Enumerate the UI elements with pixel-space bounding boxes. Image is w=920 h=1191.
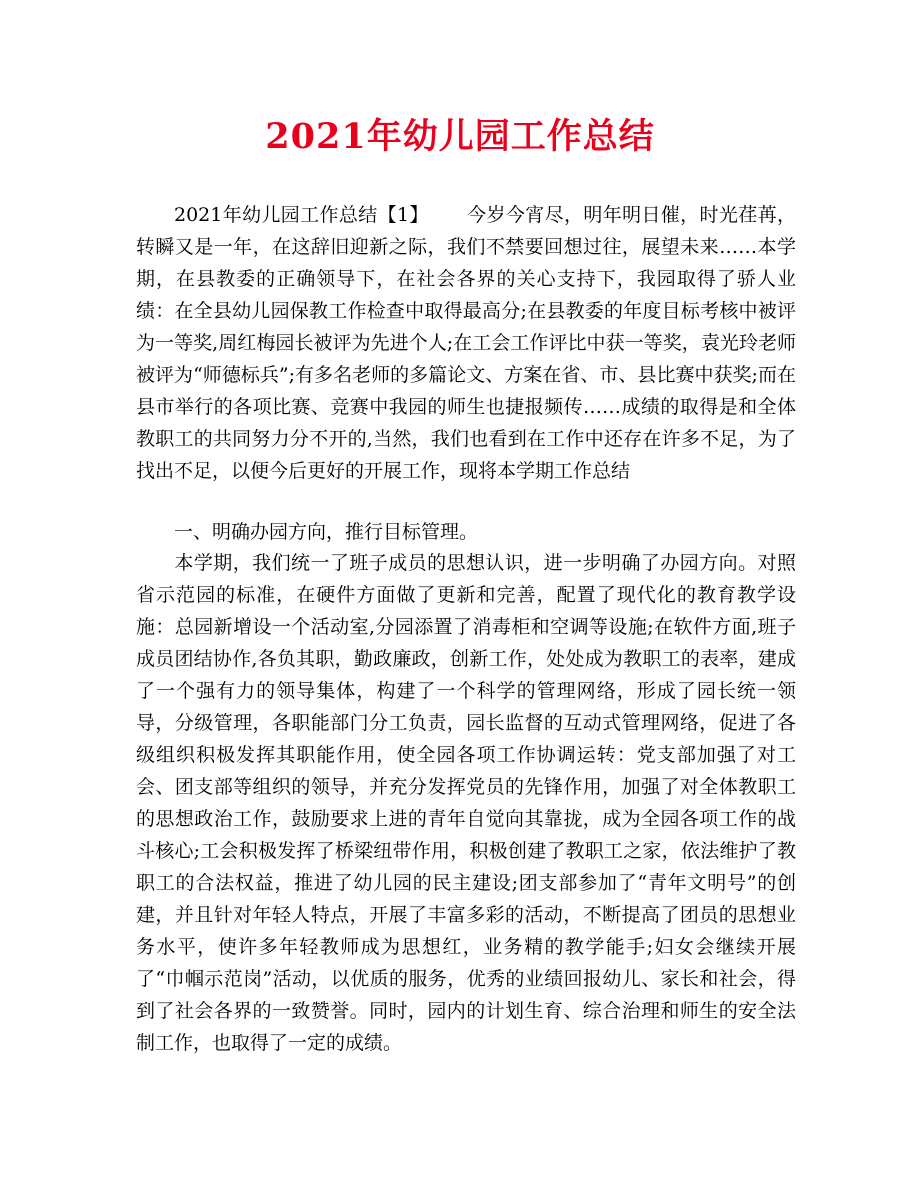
document-title: 2021年幼儿园工作总结 — [265, 116, 655, 157]
paragraph-1-text: 今岁今宵尽，明年明日催，时光荏苒，转瞬又是一年，在这辞旧迎新之际，我们不禁要回想过往，展望未来……本学期，在县教委的正确领导下，在社会各界的关心支持下，我园取得了骄人业绩：在全县幼儿园保教工作检查中取得最高分;在县教委的年度目标考核中被评为一等奖,周红梅园长被评为先进个人;在工会工作评比中获一等奖，袁光玲老师被评为“师德标兵”;有多名老师的多篇论文、方案在省、市、县比赛中获奖;而在县市举行的各项比赛、竞赛中我园的师生也捷报频传……成绩的取得是和全体教职工的共同努力分不开的,当然，我们也看到在工作中还存在许多不足，为了找出不足，以便今后更好的开展工作，现将本学期工作总结 — [136, 204, 796, 482]
section-heading — [136, 516, 796, 548]
intro-paragraph — [136, 199, 796, 487]
paragraph-2-text: 本学期，我们统一了班子成员的思想认识，进一步明确了办园方向。对照省示范园的标准，在硬件方面做了更新和完善，配置了现代化的教育教学设施：总园新增设一个活动室,分园添置了消毒柜和空调等设施;在软件方面,班子成员团结协作,各负其职，勤政廉政，创新工作，处处成为教职工的表率，建成了一个强有力的领导集体，构建了一个科学的管理网络，形成了园长统一领导，分级管理，各职能部门分工负责，园长监督的互动式管理网络，促进了各级组织积极发挥其职能作用，使全园各项工作协调运转：党支部加强了对工会、团支部等组织的领导，并充分发挥党员的先锋作用，加强了对全体教职工的思想政治工作，鼓励要求上进的青年自觉向其靠拢，成为全园各项工作的战斗核心;工会积极发挥了桥梁纽带作用，积极创建了教职工之家，依法维护了教职工的合法权益，推进了幼儿园的民主建设;团支部参加了“青年文明号”的创建，并且针对年轻人特点，开展了丰富多彩的活动，不断提高了团员的思想业务水平，使许多年轻教师成为思想红，业务精的教学能手;妇女会继续开展了“巾帼示范岗”活动，以优质的服务，优秀的业绩回报幼儿、家长和社会，得到了社会各界的一致赞誉。同时，园内的计划生育、综合治理和师生的安全法制工作，也取得了一定的成绩。 — [136, 552, 796, 1054]
intro-label: 2021年幼儿园工作总结【1】 — [174, 204, 429, 226]
section-1-heading: 一、明确办园方向，推行目标管理。 — [174, 521, 479, 543]
body-paragraph — [136, 547, 796, 1059]
